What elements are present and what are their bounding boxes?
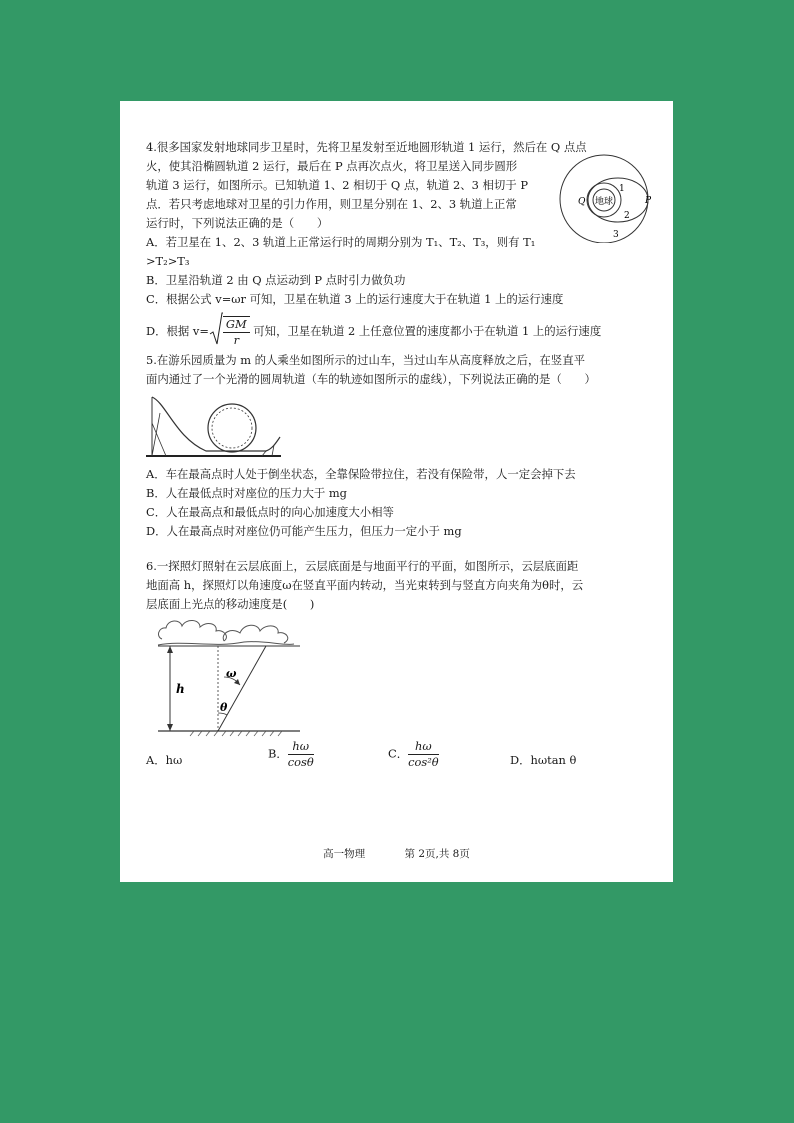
q5-line-2: 面内通过了一个光滑的圆周轨道（车的轨迹如图所示的虚线），下列说法正确的是（ ）	[146, 372, 596, 386]
q6-b-numerator: hω	[288, 739, 314, 755]
q6-line-1: 6.一探照灯照射在云层底面上，云层底面是与地面平行的平面，如图所示，云层底面距	[146, 559, 579, 573]
height-label: h	[176, 682, 185, 696]
q6-option-b-fraction	[288, 739, 314, 770]
q4-line-5: 运行时，下列说法正确的是（ ）	[146, 216, 329, 230]
page-footer	[120, 846, 673, 861]
q6-option-b-label: B．	[268, 746, 288, 761]
q5-option-d: D．人在最高点时对座位仍可能产生压力，但压力一定小于 mg	[146, 524, 462, 538]
q6-option-c-label: C．	[388, 746, 409, 761]
q5-line-1: 5.在游乐园质量为 m 的人乘坐如图所示的过山车，当过山车从高度释放之后，在竖直平	[146, 353, 585, 367]
orbit-1-label: 1	[619, 184, 625, 194]
q4-d-numerator: GM	[223, 317, 250, 333]
point-p-label: P	[645, 196, 652, 206]
q4-option-a-line1: A．若卫星在 1、2、3 轨道上正常运行时的周期分别为 T₁、T₂、T₃，则有 T₁	[146, 235, 536, 249]
roller-coaster-figure	[146, 393, 281, 459]
exam-page	[120, 101, 673, 882]
theta-label: θ	[220, 701, 228, 714]
q5-option-b: B．人在最低点时对座位的压力大于 mg	[146, 486, 347, 500]
q4-d-denominator: r	[233, 333, 240, 347]
question-6	[146, 557, 651, 614]
q6-option-c	[388, 739, 439, 770]
q5-options	[146, 465, 651, 541]
q4-option-d-prefix: D．根据 v=	[146, 324, 209, 338]
q6-line-3: 层底面上光点的移动速度是( )	[146, 597, 315, 611]
orbit-diagram	[552, 145, 652, 243]
q6-option-a: A．hω	[146, 753, 183, 767]
sqrt-sign-icon	[209, 312, 223, 352]
q4-option-b: B．卫星沿轨道 2 由 Q 点运动到 P 点时引力做负功	[146, 273, 406, 287]
footer-page-number: 第 2页,共 8页	[404, 848, 470, 860]
q4-options	[146, 233, 646, 309]
footer-subject: 高一物理	[323, 848, 366, 860]
q4-option-d	[146, 312, 646, 352]
orbit-2-label: 2	[624, 211, 630, 221]
q4-option-a-line2: >T₂>T₃	[146, 254, 190, 268]
orbit-3-label: 3	[613, 230, 619, 240]
q6-c-denominator: cos²θ	[408, 755, 439, 769]
earth-label: 地球	[594, 197, 614, 207]
q6-option-d: D．hωtan θ	[510, 753, 577, 767]
q6-line-2: 地面高 h，探照灯以角速度ω在竖直平面内转动，当光束转到与竖直方向夹角为θ时，云	[146, 578, 584, 592]
q5-option-c: C．人在最高点和最低点时的向心加速度大小相等	[146, 505, 394, 519]
point-q-label: Q	[578, 197, 586, 207]
q6-c-numerator: hω	[408, 739, 439, 755]
q6-option-b	[268, 739, 314, 770]
q4-line-4: 点．若只考虑地球对卫星的引力作用，则卫星分别在 1、2、3 轨道上正常	[146, 197, 517, 211]
q6-option-c-fraction	[408, 739, 439, 770]
q4-line-1: 4.很多国家发射地球同步卫星时，先将卫星发射至近地圆形轨道 1 运行，然后在 Q 点点	[146, 140, 587, 154]
q4-line-2: 火，使其沿椭圆轨道 2 运行，最后在 P 点再次点火，将卫星送入同步圆形	[146, 159, 518, 173]
q4-option-d-fraction	[223, 316, 250, 348]
q4-option-d-suffix: 可知，卫星在轨道 2 上任意位置的速度都小于在轨道 1 上的运行速度	[249, 324, 602, 338]
q4-line-3: 轨道 3 运行，如图所示。已知轨道 1、2 相切于 Q 点，轨道 2、3 相切于 P	[146, 178, 528, 192]
q4-option-c: C．根据公式 v=ωr 可知，卫星在轨道 3 上的运行速度大于在轨道 1 上的运行速度	[146, 292, 564, 306]
omega-label: ω	[226, 667, 237, 680]
question-4	[146, 138, 587, 233]
q6-b-denominator: cosθ	[287, 755, 314, 769]
searchlight-figure	[154, 613, 314, 737]
q5-option-a: A．车在最高点时人处于倒坐状态，全靠保险带拉住，若没有保险带，人一定会掉下去	[146, 467, 576, 481]
cloud-icon	[158, 620, 294, 645]
question-5	[146, 351, 651, 389]
